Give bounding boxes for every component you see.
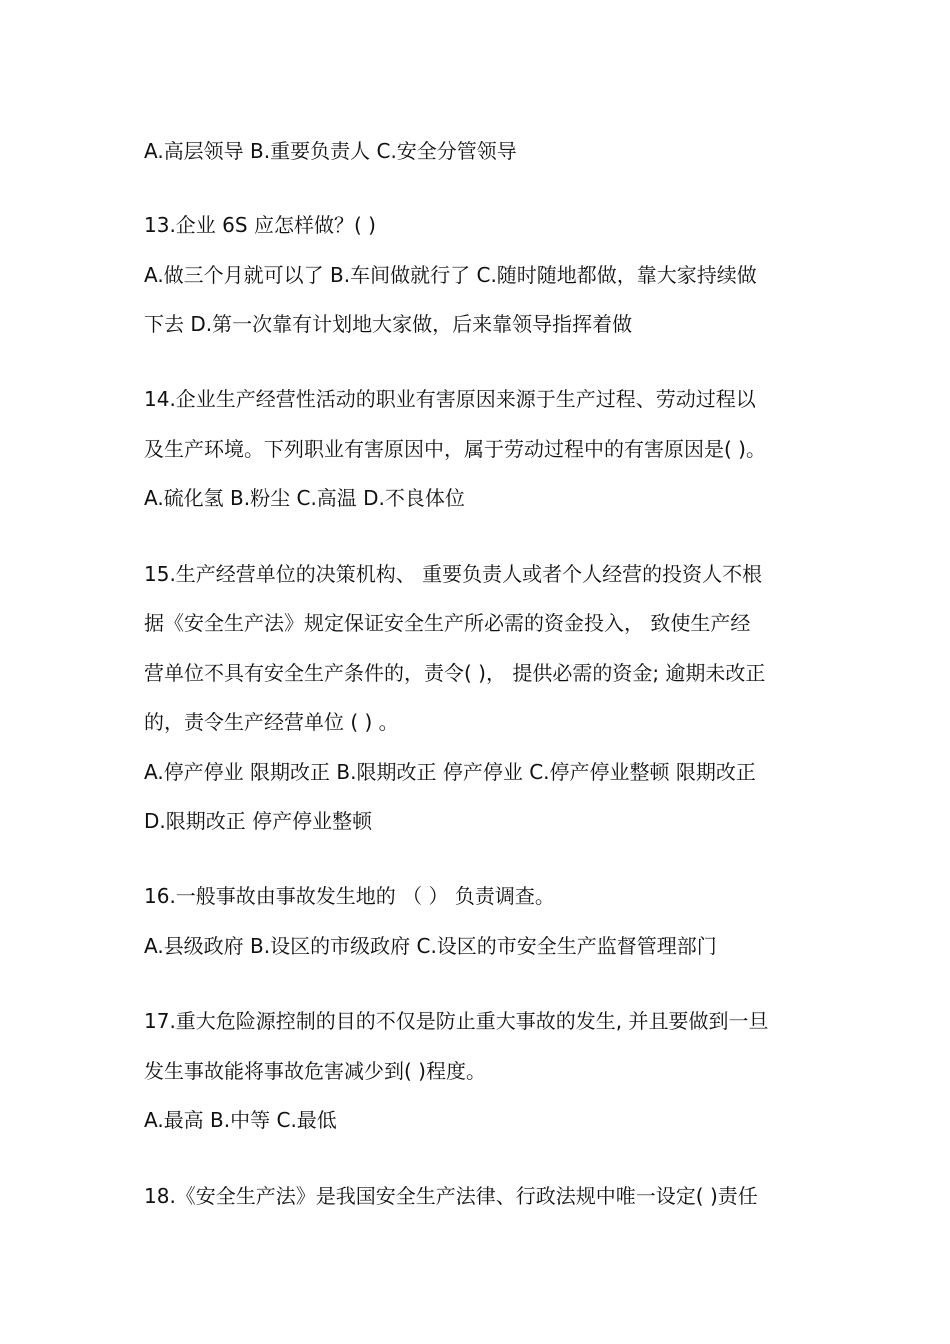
question-16: 16.一般事故由事故发生地的 （ ） 负责调查。 xyxy=(144,884,555,908)
answer-options-15-line-1: A.停产停业 限期改正 B.限期改正 停产停业 C.停产停业整顿 限期改正 xyxy=(144,760,756,784)
question-14-line-1: 14.企业生产经营性活动的职业有害原因来源于生产过程、劳动过程以 xyxy=(144,387,756,411)
question-13: 13.企业 6S 应怎样做？( ) xyxy=(144,213,376,237)
answer-options-17: A.最高 B.中等 C.最低 xyxy=(144,1108,337,1132)
question-15-line-2: 据《安全生产法》规定保证安全生产所必需的资金投入， 致使生产经 xyxy=(144,611,751,635)
question-17-line-2: 发生事故能将事故危害减少到( )程度。 xyxy=(144,1059,486,1083)
answer-options-16: A.县级政府 B.设区的市级政府 C.设区的市安全生产监督管理部门 xyxy=(144,934,717,958)
answer-options-13-line-2: 下去 D.第一次靠有计划地大家做，后来靠领导指挥着做 xyxy=(144,312,633,336)
answer-options-15-line-2: D.限期改正 停产停业整顿 xyxy=(144,809,373,833)
question-17-line-1: 17.重大危险源控制的目的不仅是防止重大事故的发生, 并且要做到一旦 xyxy=(144,1009,769,1033)
question-14-line-2: 及生产环境。下列职业有害原因中，属于劳动过程中的有害原因是( )。 xyxy=(144,437,766,461)
question-15-line-1: 15.生产经营单位的决策机构、 重要负责人或者个人经营的投资人不根 xyxy=(144,562,763,586)
question-18-line-1: 18.《安全生产法》是我国安全生产法律、行政法规中唯一设定( )责任 xyxy=(144,1184,758,1208)
answer-options-14: A.硫化氢 B.粉尘 C.高温 D.不良体位 xyxy=(144,486,465,510)
question-15-line-4: 的，责令生产经营单位 ( ) 。 xyxy=(144,710,399,734)
answer-options-13-line-1: A.做三个月就可以了 B.车间做就行了 C.随时随地都做，靠大家持续做 xyxy=(144,263,757,287)
question-15-line-3: 营单位不具有安全生产条件的，责令( )， 提供必需的资金; 逾期未改正 xyxy=(144,661,766,685)
answer-options-12: A.高层领导 B.重要负责人 C.安全分管领导 xyxy=(144,139,517,163)
